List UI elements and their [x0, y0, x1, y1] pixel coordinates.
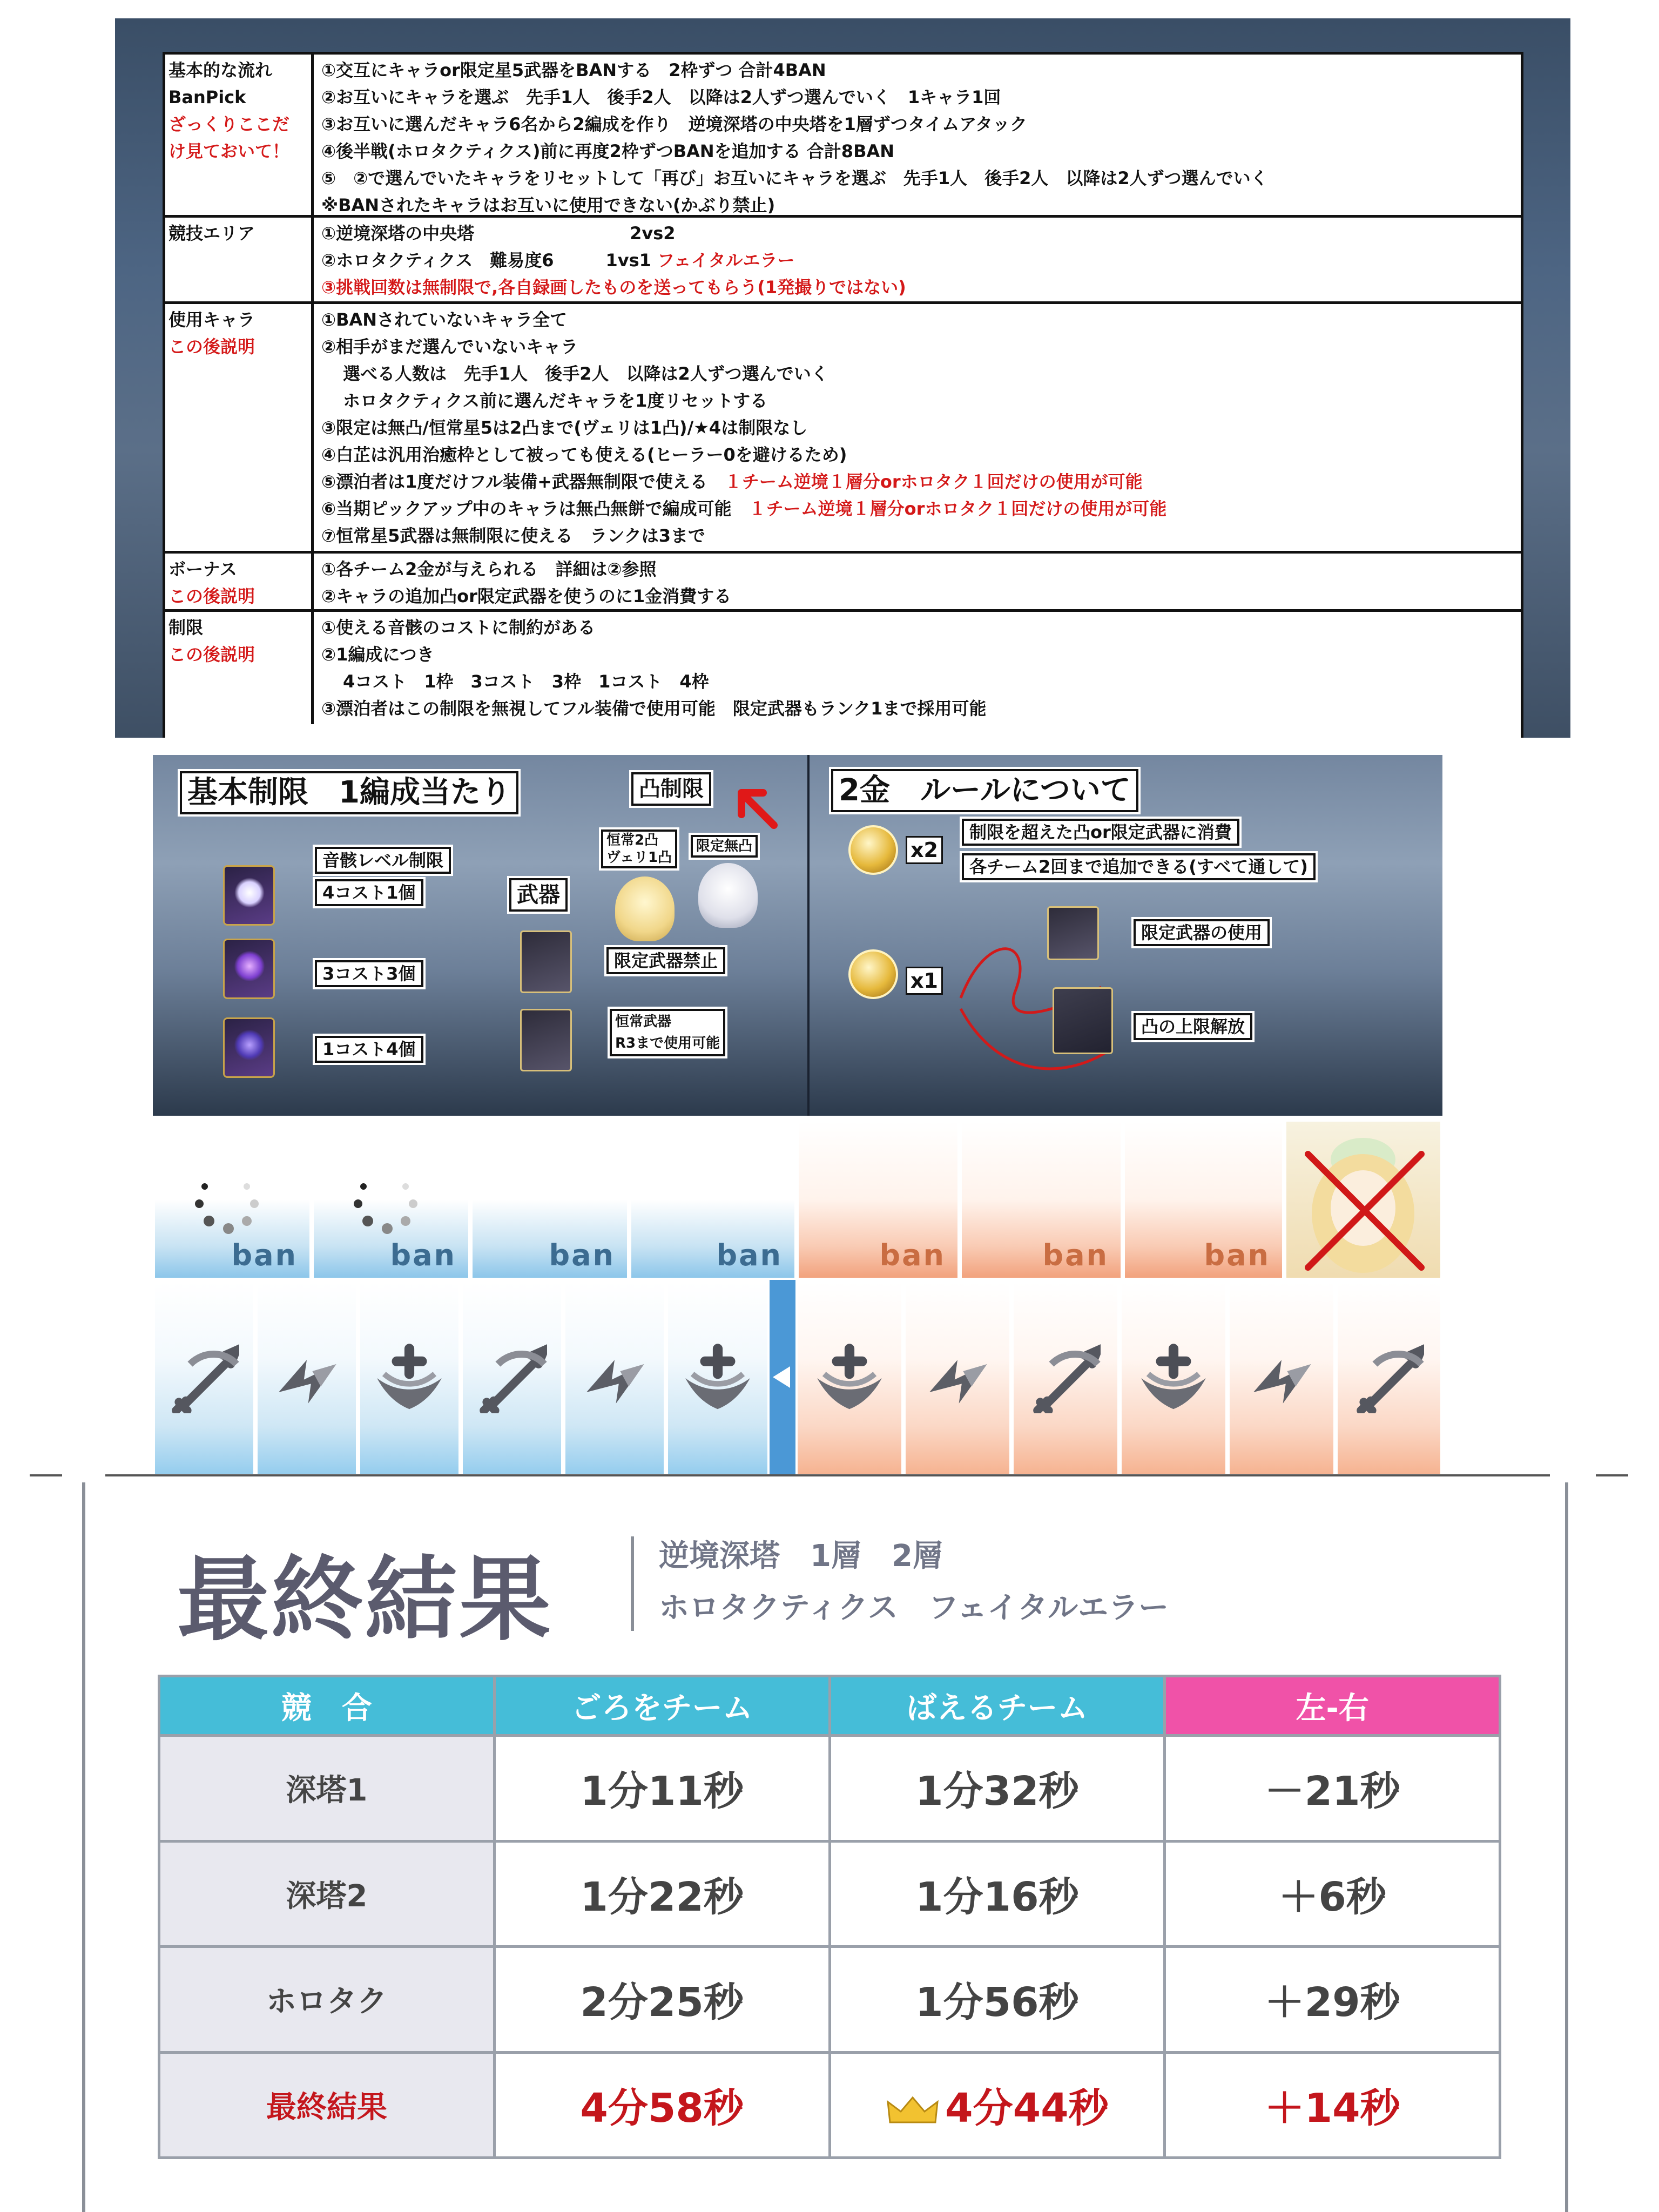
rule-line-text: ②お互いにキャラを選ぶ 先手1人 後手2人 以降は2人ずつ選んでいく 1キャラ1回 — [321, 87, 1001, 107]
rule-line — [321, 274, 1513, 301]
limited-weapon-icon — [520, 930, 572, 993]
cost3-limit: 3コスト3個 — [315, 960, 423, 987]
right-time: 1分56秒 — [830, 1947, 1165, 2053]
banned-character-portrait[interactable] — [1284, 1120, 1442, 1280]
rule-heading-line: ざっくりここだ — [168, 114, 290, 134]
rule-line — [321, 522, 1513, 549]
gold-rule-2: 各チーム2回まで追加できる(すべて通して) — [962, 853, 1316, 880]
limited-char-limit: 限定無凸 — [691, 835, 758, 858]
use-limited-weapon: 限定武器の使用 — [1134, 919, 1270, 946]
echo-cost3-icon — [223, 939, 275, 999]
ban-label: ban — [716, 1238, 783, 1272]
rule-line-text: ⑥当期ピックアップ中のキャラは無凸無餅で編成可能 — [321, 498, 749, 519]
orange-pick-slot[interactable] — [1228, 1280, 1336, 1476]
basic-limits-banner — [153, 755, 807, 1116]
rule-line-text: ①使える音骸のコストに制約がある — [321, 617, 596, 638]
rule-line — [321, 641, 1513, 668]
rule-body — [314, 304, 1521, 551]
echo-cost4-icon — [223, 865, 275, 926]
rule-line — [321, 138, 1513, 165]
rule-line-text: ②1編成につき — [321, 644, 434, 665]
rule-line-text: ②キャラの追加凸or限定武器を使うのに1金消費する — [321, 586, 732, 606]
rule-row — [165, 304, 1521, 554]
rule-heading-line: 競技エリア — [168, 223, 255, 244]
rule-line — [321, 414, 1513, 441]
rule-line-text: ③挑戦回数は無制限で,各自録画したものを送ってもらう(1発撮りではない) — [321, 277, 906, 298]
left-time: 2分25秒 — [494, 1947, 830, 2053]
rule-heading — [165, 218, 314, 301]
rule-row — [165, 554, 1521, 612]
unlock-constellation: 凸の上限解放 — [1134, 1013, 1252, 1040]
rule-body — [314, 612, 1521, 724]
rule-line — [321, 192, 1513, 219]
separator — [105, 1474, 1550, 1476]
header-team-left: ごろをチーム — [494, 1676, 830, 1736]
orange-ban-slot[interactable] — [797, 1120, 960, 1280]
rule-line-text: ①BANされていないキャラ全て — [321, 309, 568, 330]
rule-line-text: ⑤ ②で選んでいたキャラをリセットして「再び」お互いにキャラを選ぶ 先手1人 後手2人 以降は2人ずつ選んでいく — [321, 168, 1268, 188]
sword-icon — [169, 1343, 239, 1413]
ban-label: ban — [879, 1238, 946, 1272]
rule-row — [165, 55, 1521, 218]
row-label: ホロタク — [159, 1947, 495, 2053]
gold-rules-banner — [807, 755, 1442, 1116]
header-match: 競 合 — [159, 1676, 495, 1736]
banned-character-icon — [1286, 1122, 1440, 1278]
right-time: 1分32秒 — [830, 1736, 1165, 1842]
rule-line-text: ②ホロタクティクス 難易度6 1vs1 — [321, 250, 658, 271]
rule-line-note: フェイタルエラー — [657, 250, 795, 271]
rule-line-text: ②相手がまだ選んでいないキャラ — [321, 336, 578, 357]
right-time: 1分16秒 — [830, 1841, 1165, 1947]
ban-label: ban — [231, 1238, 298, 1272]
final-result-row — [159, 2052, 1500, 2158]
rule-heading-line: この後説明 — [168, 336, 255, 357]
results-table — [158, 1675, 1501, 2159]
orange-pick-slot[interactable] — [1011, 1280, 1120, 1476]
gold-rules-title: 2金 ルールについて — [831, 769, 1138, 812]
final-label: 最終結果 — [159, 2052, 495, 2158]
rule-line — [321, 333, 1513, 360]
rule-line-text: 4コスト 1枠 3コスト 3枠 1コスト 4枠 — [343, 671, 709, 692]
turn-indicator — [770, 1280, 795, 1476]
rule-line — [321, 220, 1513, 247]
weapon-title: 武器 — [509, 878, 568, 912]
orange-pick-slot[interactable] — [1336, 1280, 1442, 1476]
rule-line — [321, 583, 1513, 610]
crown-icon — [886, 2094, 940, 2127]
left-time: 1分22秒 — [494, 1841, 830, 1947]
orange-ban-slot[interactable] — [1123, 1120, 1284, 1280]
rule-heading — [165, 55, 314, 215]
rule-line-text: ③お互いに選んだキャラ6名から2編成を作り 逆境深塔の中央塔を1層ずつタイムアタック — [321, 114, 1028, 134]
sword-icon — [1030, 1343, 1101, 1413]
rule-line-text: ⑦恒常星5武器は無制限に使える ランクは3まで — [321, 525, 705, 546]
results-title: 最終結果 — [177, 1547, 554, 1654]
cost1-limit: 1コスト4個 — [315, 1036, 423, 1063]
rule-line-note: １チーム逆境１層分orホロタク１回だけの使用が可能 — [748, 498, 1167, 519]
time-diff: ＋29秒 — [1165, 1947, 1500, 2053]
rule-line — [321, 306, 1513, 333]
rule-heading-line: この後説明 — [168, 644, 255, 665]
rule-heading — [165, 554, 314, 609]
rule-line-text: ④白芷は汎用治癒枠として被っても使える(ヒーラー0を避けるため) — [321, 444, 847, 465]
table-row — [159, 1947, 1500, 2053]
header-team-right: ばえるチーム — [830, 1676, 1165, 1736]
rule-line — [321, 84, 1513, 111]
blue-pick-slot[interactable] — [358, 1280, 461, 1476]
rule-line — [321, 165, 1513, 192]
title-divider — [631, 1536, 634, 1631]
gauntlet-icon — [922, 1343, 993, 1413]
rule-line — [321, 387, 1513, 414]
results-panel — [82, 1482, 1568, 2212]
blue-pick-slot[interactable] — [666, 1280, 770, 1476]
results-subtitle-2: ホロタクティクス フェイタルエラー — [659, 1590, 1169, 1626]
coin-count-x2: x2 — [906, 836, 943, 864]
gold-coin-icon — [848, 825, 898, 875]
rule-line — [321, 360, 1513, 387]
loading-spinner-icon — [352, 1176, 422, 1235]
rule-line-text: ⑤漂泊者は1度だけフル装備+武器無制限で使える — [321, 471, 725, 492]
table-row — [159, 1736, 1500, 1842]
rule-line — [321, 668, 1513, 695]
blue-ban-slot[interactable] — [153, 1120, 312, 1280]
orange-pick-slot[interactable] — [795, 1280, 903, 1476]
ban-label: ban — [1042, 1238, 1109, 1272]
rule-line-text: 選べる人数は 先手1人 後手2人 以降は2人ずつ選んでいく — [343, 363, 828, 384]
rule-body — [314, 55, 1521, 215]
rule-line-text: ①逆境深塔の中央塔 2vs2 — [321, 223, 676, 244]
blue-pick-slot[interactable] — [255, 1280, 358, 1476]
standard-char-limit: 恒常2凸 ヴェリ1凸 — [601, 830, 677, 868]
standard-weapon-limit: 恒常武器 R3まで使用可能 — [610, 1009, 725, 1056]
orange-ban-slot[interactable] — [960, 1120, 1123, 1280]
row-label: 深塔1 — [159, 1736, 495, 1842]
rule-line — [321, 695, 1513, 722]
ban-label: ban — [1204, 1238, 1270, 1272]
rule-line-text: ③漂泊者はこの制限を無視してフル装備で使用可能 限定武器もランク1まで採用可能 — [321, 698, 987, 719]
left-time: 1分11秒 — [494, 1736, 830, 1842]
blue-ban-slot[interactable] — [629, 1120, 797, 1280]
rule-line-text: ①交互にキャラor限定星5武器をBANする 2枠ずつ 合計4BAN — [321, 60, 826, 80]
limited-weapon-ban: 限定武器禁止 — [606, 947, 725, 974]
rule-line — [321, 614, 1513, 641]
gauntlet-icon — [579, 1343, 650, 1413]
rule-line — [321, 495, 1513, 522]
arrow-icon — [731, 782, 779, 831]
header-diff: 左-右 — [1165, 1676, 1500, 1736]
rectifier-icon — [1138, 1343, 1209, 1413]
rule-heading-line: 制限 — [168, 617, 204, 638]
results-subtitle-1: 逆境深塔 1層 2層 — [659, 1539, 943, 1574]
basic-limits-title: 基本制限 1編成当たり — [180, 771, 518, 814]
rule-heading-line: この後説明 — [168, 586, 255, 606]
rule-line-text: ③限定は無凸/恒常星5は2凸まで(ヴェリは1凸)/★4は制限なし — [321, 417, 808, 438]
final-right-time — [830, 2052, 1165, 2158]
rule-line — [321, 57, 1513, 84]
time-diff: －21秒 — [1165, 1736, 1500, 1842]
rule-row — [165, 612, 1521, 724]
rule-line — [321, 556, 1513, 583]
rectifier-icon — [683, 1343, 753, 1413]
time-diff: ＋6秒 — [1165, 1841, 1500, 1947]
constellation-limit-title: 凸制限 — [631, 772, 711, 806]
gold-rule-1: 制限を超えた凸or限定武器に消費 — [962, 819, 1239, 846]
echo-level-limit-label: 音骸レベル制限 — [315, 847, 451, 874]
cost4-limit: 4コスト1個 — [315, 879, 423, 906]
sword-icon — [477, 1343, 547, 1413]
blue-ban-slot[interactable] — [470, 1120, 629, 1280]
gauntlet-icon — [272, 1343, 342, 1413]
sword-icon — [1354, 1343, 1424, 1413]
limited-weapon-icon — [1047, 906, 1099, 960]
rule-line-text: ④後半戦(ホロタクティクス)前に再度2枠ずつBANを追加する 合計8BAN — [321, 141, 895, 161]
character-icon — [615, 876, 675, 941]
blue-pick-slot[interactable] — [461, 1280, 563, 1476]
rules-panel — [115, 18, 1570, 738]
table-row — [159, 1841, 1500, 1947]
rule-line-note: １チーム逆境１層分orホロタク１回だけの使用が可能 — [724, 471, 1143, 492]
orange-pick-slot[interactable] — [903, 1280, 1011, 1476]
rule-heading-line: ボーナス — [168, 559, 237, 579]
rule-body — [314, 554, 1521, 609]
rule-body — [314, 218, 1521, 301]
rule-heading-line: 基本的な流れ — [168, 60, 273, 80]
rule-line — [321, 247, 1513, 274]
coin-count-x1: x1 — [906, 967, 943, 995]
final-diff: ＋14秒 — [1165, 2052, 1500, 2158]
loading-spinner-icon — [193, 1176, 263, 1235]
blue-pick-slot[interactable] — [153, 1280, 255, 1476]
blue-ban-slot[interactable] — [312, 1120, 470, 1280]
rule-heading-line: BanPick — [168, 87, 246, 107]
rule-line — [321, 441, 1513, 468]
rule-row — [165, 218, 1521, 304]
constellation-node-icon — [1053, 987, 1113, 1054]
ban-label: ban — [390, 1238, 456, 1272]
ban-pick-board — [153, 1120, 1442, 1476]
final-left-time: 4分58秒 — [494, 2052, 830, 2158]
gauntlet-icon — [1246, 1343, 1317, 1413]
final-right-time-value: 4分44秒 — [945, 2085, 1109, 2132]
blue-pick-slot[interactable] — [563, 1280, 666, 1476]
rule-heading — [165, 304, 314, 551]
rectifier-icon — [374, 1343, 444, 1413]
rectifier-icon — [814, 1343, 885, 1413]
turn-arrow-icon — [773, 1366, 790, 1388]
ban-label: ban — [549, 1238, 615, 1272]
rule-line — [321, 468, 1513, 495]
orange-pick-slot[interactable] — [1120, 1280, 1228, 1476]
separator — [1596, 1474, 1628, 1476]
character-icon — [698, 863, 758, 928]
rule-heading-line: け見ておいて！ — [168, 141, 290, 161]
rule-line-text: ※BANされたキャラはお互いに使用できない(かぶり禁止) — [321, 195, 775, 215]
rules-table — [163, 52, 1523, 738]
echo-cost1-icon — [223, 1017, 275, 1078]
gold-coin-icon — [848, 949, 898, 999]
standard-weapon-icon — [520, 1009, 572, 1071]
rule-heading — [165, 612, 314, 724]
row-label: 深塔2 — [159, 1841, 495, 1947]
rule-line — [321, 111, 1513, 138]
rule-heading-line: 使用キャラ — [168, 309, 255, 330]
separator — [30, 1474, 62, 1476]
rule-line-text: ホロタクティクス前に選んだキャラを1度リセットする — [343, 390, 768, 411]
rule-line-text: ①各チーム2金が与えられる 詳細は②参照 — [321, 559, 657, 579]
